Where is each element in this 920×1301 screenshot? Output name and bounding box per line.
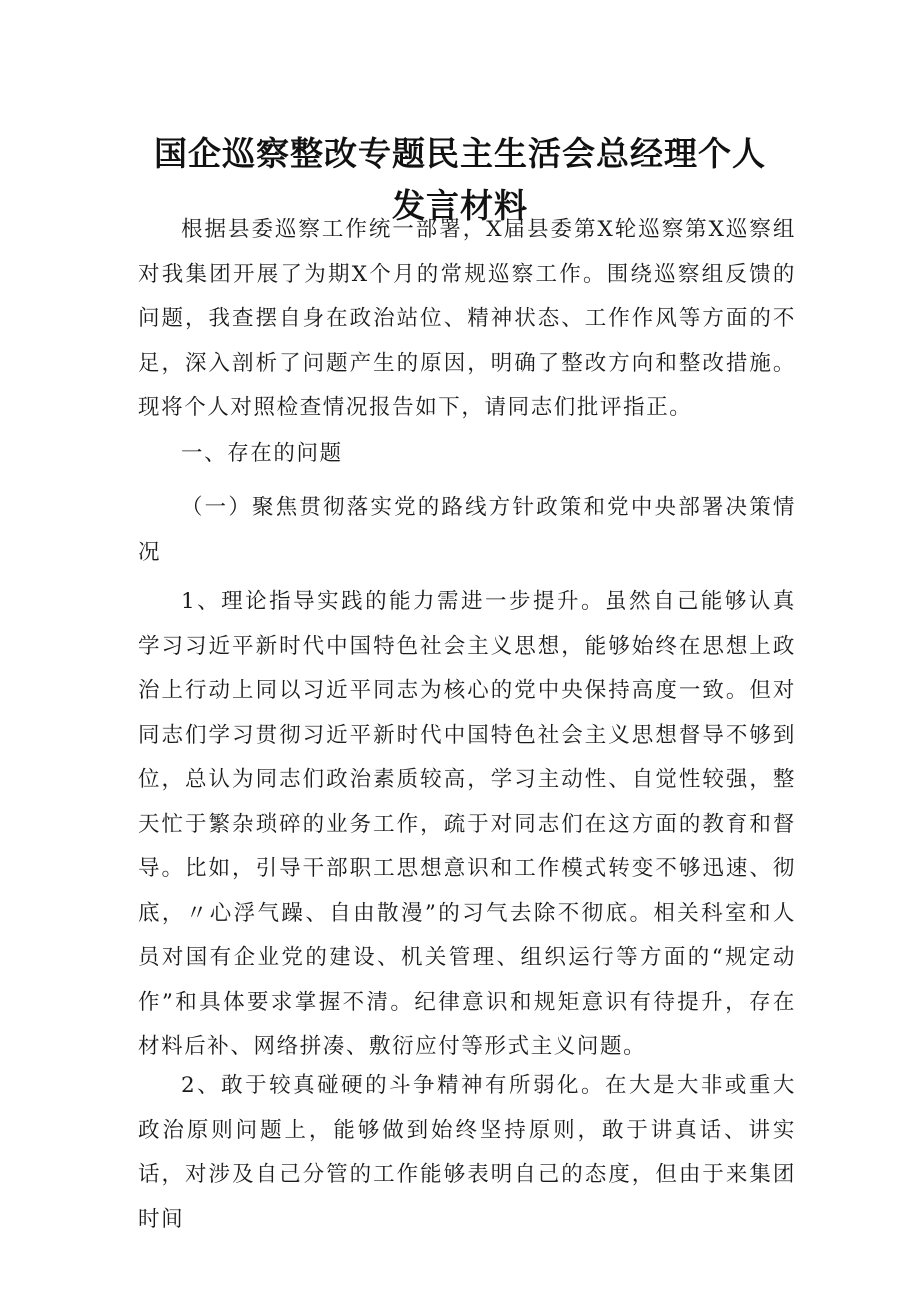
section-heading-problems: 一、存在的问题 bbox=[181, 441, 343, 466]
intro-paragraph: 根据县委巡察工作统一部署，X届县委第X轮巡察第X巡察组对我集团开展了为期X个月的常规巡察工作。围绕巡察组反馈的问题，我查摆自身在政治站位、精神状态、工作作风等方面的不足，深入剖析了问题产生的原因，明确了整改方向和整改措施。现将个人对照检查情况报告如下，请同志们批评指正。 bbox=[138, 217, 796, 420]
document-title: 国企巡察整改专题民主生活会总经理个人发言材料 bbox=[154, 134, 766, 226]
item-1-paragraph: 1、理论指导实践的能力需进一步提升。虽然自己能够认真学习习近平新时代中国特色社会主义思想，能够始终在思想上政治上行动上同以习近平同志为核心的党中央保持高度一致。但对同志们学习贯彻习近平新时代中国特色社会主义思想督导不够到位，总认为同志们政治素质较高，学习主动性、自觉性较强，整天忙于繁杂琐碎的业务工作，疏于对同志们在这方面的教育和督导。比如，引导干部职工思想意识和工作模式转变不够迅速、彻底，〃心浮气躁、自由散漫”的习气去除不彻底。相关科室和人员对国有企业党的建设、机关管理、组织运行等方面的“规定动作”和具体要求掌握不清。纪律意识和规矩意识有待提升，存在材料后补、网络拼凑、敷衍应付等形式主义问题。 bbox=[138, 589, 796, 1059]
item-2-paragraph: 2、敢于较真碰硬的斗争精神有所弱化。在大是大非或重大政治原则问题上，能够做到始终坚持原则，敢于讲真话、讲实话，对涉及自己分管的工作能够表明自己的态度，但由于来集团时间 bbox=[138, 1073, 796, 1232]
subsection-heading: （一）聚焦贯彻落实党的路线方针政策和党中央部署决策情况 bbox=[138, 495, 796, 565]
